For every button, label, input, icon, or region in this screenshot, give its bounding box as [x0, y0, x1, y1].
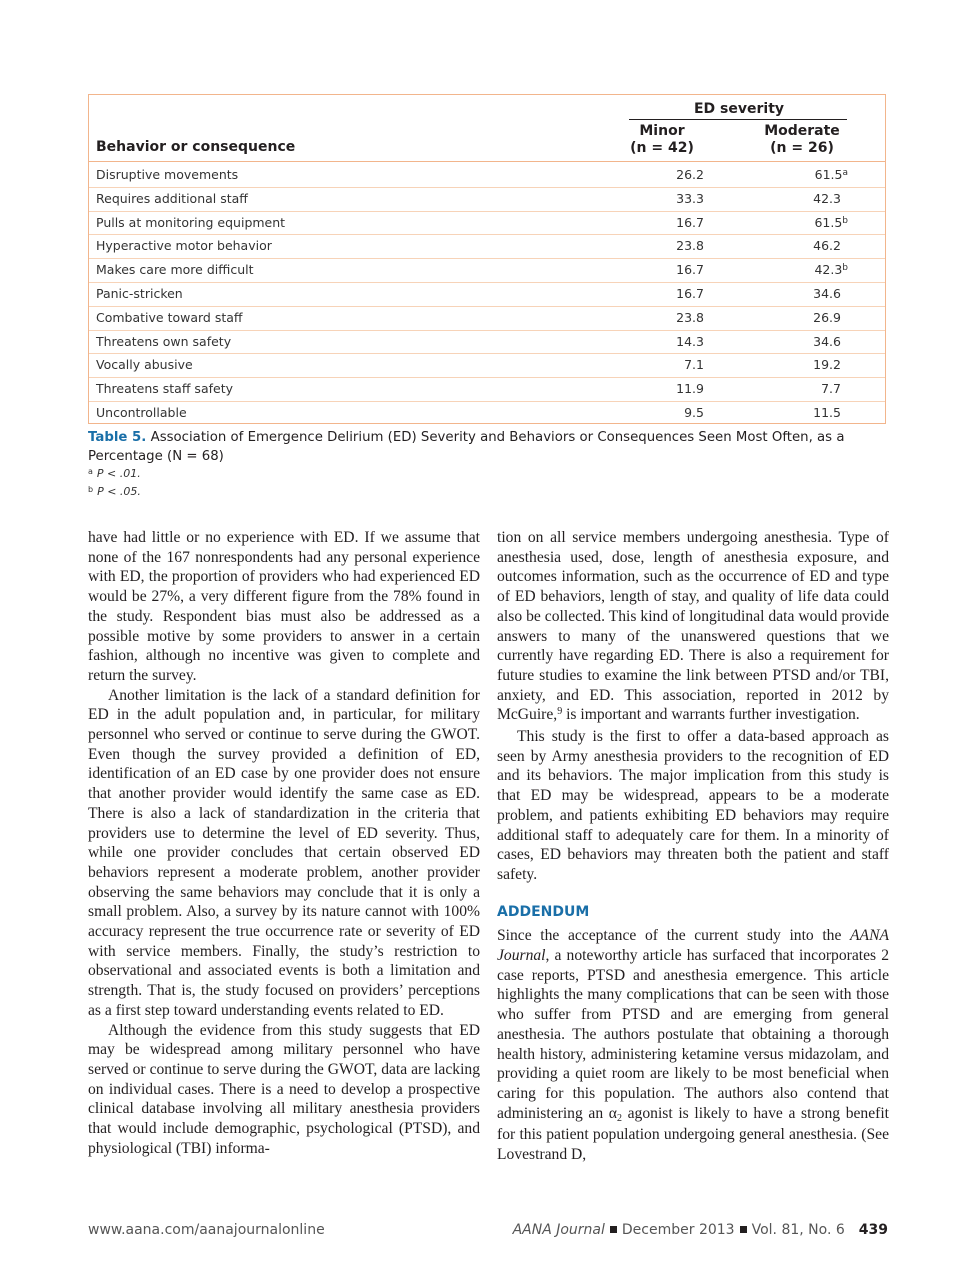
table-row: [89, 282, 885, 306]
right-paragraph-1: [497, 528, 889, 727]
table-row: [89, 187, 885, 211]
behavior-cell: Threatens own safety: [96, 333, 232, 349]
left-column: [88, 528, 480, 1159]
moderate-value: 61.5: [814, 167, 843, 182]
minor-cell: 33.3: [676, 190, 704, 206]
moderate-cell: [752, 286, 848, 301]
minor-cell: 14.3: [676, 333, 704, 349]
table-notes: [88, 465, 141, 501]
behavior-cell: Makes care more difficult: [96, 262, 254, 278]
moderate-cell: [752, 167, 848, 182]
moderate-value: 42.3: [814, 262, 843, 278]
note-a-text: P < .01.: [96, 467, 141, 480]
moderate-cell: [752, 191, 848, 206]
behavior-cell: Uncontrollable: [96, 405, 187, 420]
behavior-cell: Vocally abusive: [96, 357, 193, 373]
addendum-heading: ADDENDUM: [497, 903, 590, 920]
moderate-cell: [752, 238, 848, 253]
left-paragraph-2: Another limitation is the lack of a standard definition for ED in the adult population and, in particular, for military personnel who served or continue to serve during the GWOT. Even though the survey provided a definition of ED, identification of an ED case by one provider does not ensure that another provider would identify the same case as ED. There is also a lack of standardization in the criteria that providers use to determine the level of ED severity. Thus, while one provider concludes that certain observed ED behaviors represent a moderate problem, another provider observing the same behaviors may conclude that it is only a small problem. Also, a survey by its nature cannot with 100% accuracy represent the true occurrence rate or severity of ED with service members. Finally, the study’s restriction to observational and associated events is both a limitation and strength. That is, the study focused on providers’ perceptions as a first step toward understanding events related to ED.: [88, 686, 480, 1019]
minor-cell: 23.8: [676, 309, 704, 325]
moderate-value: 34.6: [813, 333, 841, 349]
table-row: [89, 258, 885, 282]
moderate-n: (n = 26): [770, 140, 834, 156]
moderate-label: Moderate: [764, 123, 840, 139]
minor-cell: 26.2: [676, 167, 704, 182]
ed-severity-header: ED severity: [693, 101, 785, 117]
addendum-paragraph: [497, 926, 889, 1164]
table-row: [89, 401, 885, 425]
behavior-cell: Requires additional staff: [96, 190, 248, 206]
moderate-value: 7.7: [821, 381, 841, 397]
significance-mark: a: [842, 168, 848, 178]
table-row: [89, 211, 885, 235]
footer-volume: Vol. 81, No. 6: [751, 1222, 845, 1238]
note-b: [88, 483, 141, 501]
behavior-cell: Disruptive movements: [96, 167, 239, 182]
note-a-mark: a: [88, 467, 93, 476]
behavior-cell: Combative toward staff: [96, 309, 243, 325]
moderate-value: 11.5: [813, 405, 841, 420]
behavior-cell: Panic-stricken: [96, 286, 183, 301]
minor-cell: 9.5: [684, 405, 704, 420]
minor-cell: 23.8: [676, 238, 704, 254]
moderate-value: 46.2: [813, 238, 841, 254]
table-row: [89, 234, 885, 258]
data-table: [88, 94, 886, 424]
caption-text: Association of Emergence Delirium (ED) Severity and Behaviors or Consequences Seen Most Often, as a Percentage (N = 68): [88, 430, 845, 464]
significance-mark: b: [842, 215, 848, 226]
minor-cell: 7.1: [684, 357, 704, 373]
right-column: [497, 528, 889, 1165]
note-b-mark: b: [88, 485, 94, 494]
right-paragraph-2: This study is the first to offer a data-based approach as seen by Army anesthesia providers to the recognition of ED and its behaviors. The major implication from this study is that ED may be widespread, appears to be a moderate problem, and patients exhibiting ED behaviors may require additional staff to adequately care for them. In a minority of cases, ED behaviors may threaten both the patient and staff safety.: [497, 728, 889, 883]
minor-cell: 16.7: [676, 262, 704, 278]
moderate-column-header: [752, 123, 852, 157]
row-divider: [89, 187, 885, 188]
behavior-cell: Hyperactive motor behavior: [96, 238, 272, 254]
row-divider: [89, 234, 885, 235]
row-divider: [89, 211, 885, 212]
addendum-paragraph-c: agonist is likely to have a strong benefit for this patient population undergoing general anesthesia. (See Lovestrand D,: [497, 1104, 889, 1164]
footer-citation: [513, 1222, 888, 1238]
table-row: [89, 306, 885, 330]
separator-square-icon: [740, 1226, 747, 1233]
right-paragraph-1-a: tion on all service members undergoing anesthesia. Type of anesthesia used, dose, length of anesthesia exposure, and outcomes information, such as the occurrence of ED and type of ED behaviors, length of stay, and quality of life data could also be collected. This kind of longitudinal data would provide answers to many of the unanswered questions that we currently have regarding ED. There is also a requirement for future studies to examine the link between PTSD and/or TBI, anxiety, and ED. This association, reported in 2012 by McGuire,: [497, 529, 889, 724]
moderate-cell: [752, 262, 848, 277]
table-row: [89, 353, 885, 377]
behavior-cell: Pulls at monitoring equipment: [96, 214, 286, 230]
minor-cell: 11.9: [676, 381, 704, 397]
alpha-symbol: α: [608, 1104, 617, 1122]
row-divider: [89, 353, 885, 354]
moderate-cell: [752, 310, 848, 325]
row-divider: [89, 258, 885, 259]
table-caption: [88, 428, 888, 466]
moderate-cell: [752, 357, 848, 372]
addendum-paragraph-a: Since the acceptance of the current study into the: [497, 927, 851, 945]
left-paragraph-1: have had little or no experience with ED. If we assume that none of the 167 nonrespondents had any personal experience with ED, the proportion of providers who had experienced ED would be 27%, a very different figure from the 78% found in the study. Respondent bias must also be addressed as a possible motive by some providers to answer in a certain fashion, although no incentive was given to complete and return the survey.: [88, 529, 480, 684]
separator-square-icon: [610, 1226, 617, 1233]
note-b-text: P < .05.: [97, 485, 141, 498]
alpha-subscript: 2: [616, 1112, 622, 1124]
left-paragraph-3: Although the evidence from this study suggests that ED may be widespread among military personnel who have served or continue to serve during the GWOT, data are lacking on individual cases. There is a need to develop a prospective clinical database involving all military anesthesia providers that would include demographic, psychological (PTSD), and physiological (TBI) informa-: [88, 1021, 480, 1157]
minor-n: (n = 42): [630, 140, 694, 156]
page-number: 439: [858, 1222, 888, 1238]
caption-label: Table 5.: [88, 430, 147, 445]
moderate-cell: [752, 215, 848, 230]
row-divider: [89, 282, 885, 283]
right-paragraph-1-b: is important and warrants further investigation.: [562, 706, 860, 724]
reference-9: 9: [557, 706, 563, 718]
header-divider: [89, 161, 885, 162]
minor-cell: 16.7: [676, 286, 704, 301]
minor-label: Minor: [639, 123, 685, 139]
minor-cell: 16.7: [676, 214, 704, 230]
moderate-cell: [752, 405, 848, 420]
note-a: [88, 465, 141, 483]
table-row: [89, 163, 885, 187]
footer-date: December 2013: [621, 1222, 735, 1238]
moderate-value: 42.3: [813, 190, 841, 206]
table-row: [89, 330, 885, 354]
moderate-cell: [752, 381, 848, 396]
behavior-column-header: Behavior or consequence: [96, 139, 296, 155]
journal-name: AANA Journal: [497, 927, 889, 965]
footer-url[interactable]: www.aana.com/aanajournalonline: [88, 1222, 325, 1238]
moderate-cell: [752, 334, 848, 349]
moderate-value: 34.6: [813, 286, 841, 301]
moderate-value: 26.9: [813, 309, 841, 325]
row-divider: [89, 330, 885, 331]
row-divider: [89, 401, 885, 402]
header-rule: [629, 119, 847, 120]
row-divider: [89, 377, 885, 378]
row-divider: [89, 306, 885, 307]
table-row: [89, 377, 885, 401]
behavior-cell: Threatens staff safety: [96, 381, 233, 397]
significance-mark: b: [842, 263, 848, 274]
moderate-value: 61.5: [814, 214, 843, 230]
moderate-value: 19.2: [813, 357, 841, 373]
addendum-paragraph-b: , a noteworthy article has surfaced that incorporates 2 case reports, PTSD and anesthesia emergence. This article highlights the many complications that can be seen with those who suffer from PTSD and are emerging from general anesthesia. The authors postulate that obtaining a thorough health history, administering ketamine versus midazolam, and providing a quiet room are likely to be most beneficial when caring for this population. The authors also contend that administering an: [497, 947, 889, 1122]
footer-journal: AANA Journal: [512, 1222, 605, 1238]
minor-column-header: [612, 123, 712, 157]
